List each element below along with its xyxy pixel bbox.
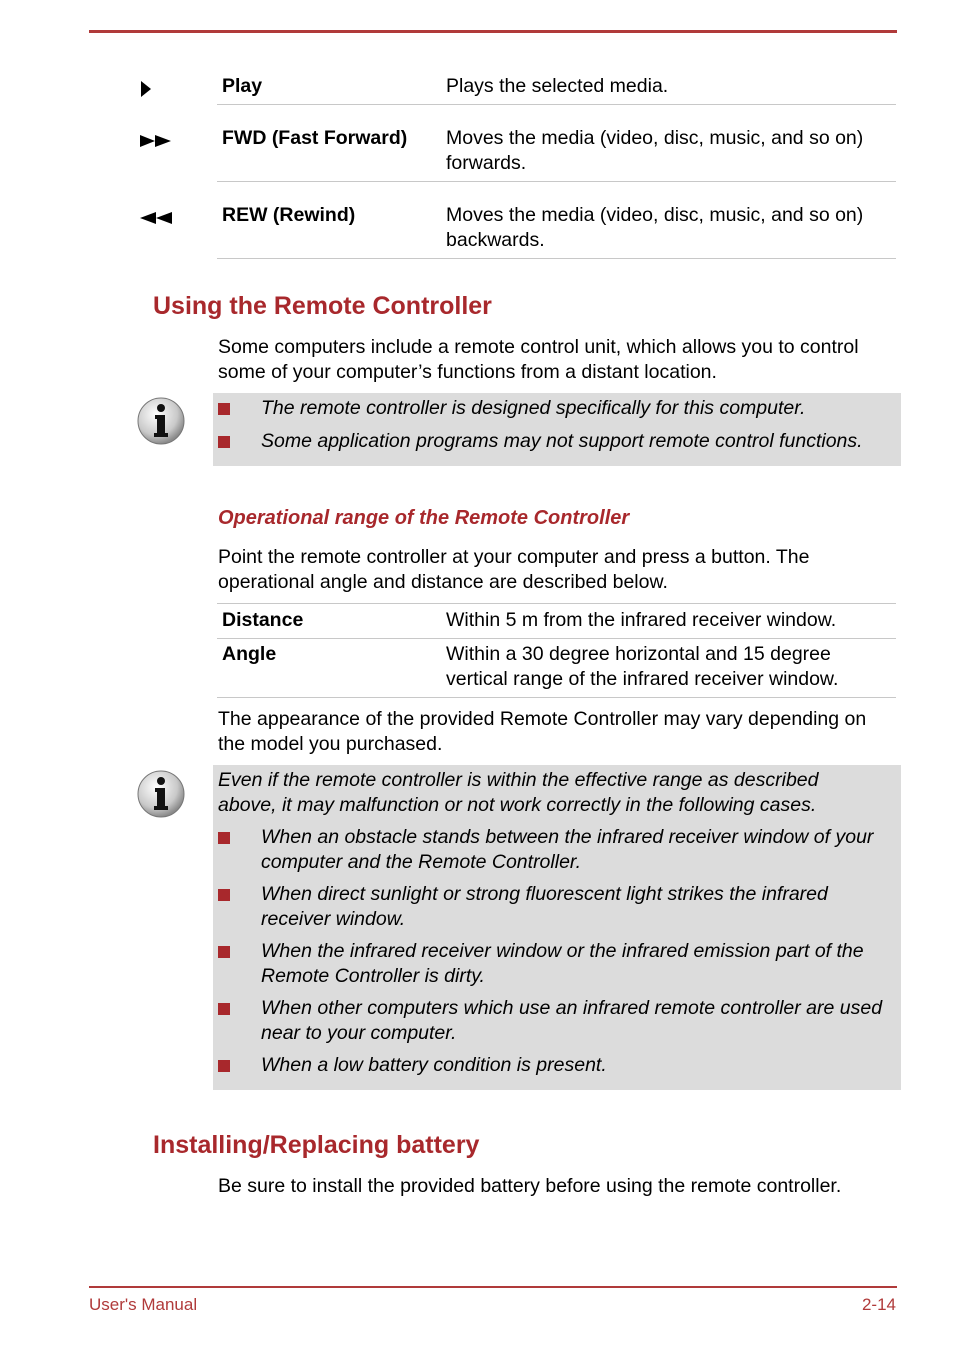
bullet-marker [218, 889, 230, 901]
range-value: Within 5 m from the infrared receiver window. [446, 609, 837, 631]
intro-paragraph: Some computers include a remote control unit, which allows you to control some of your computer’s functions from a distant location. [218, 336, 859, 383]
bullet-marker [218, 946, 230, 958]
note-lead: Even if the remote controller is within the effective range as described above, it may malfunction or not work correctly in the following cases. [218, 769, 819, 816]
note-box [213, 765, 901, 1090]
section-heading: Using the Remote Controller [153, 292, 492, 320]
control-row-fwd [217, 105, 896, 182]
bullet-text: The remote controller is designed specifically for this computer. [261, 397, 806, 419]
fast-forward-icon [139, 130, 173, 155]
info-icon [136, 396, 186, 446]
bullet-marker [218, 1003, 230, 1015]
bullet-text: When other computers which use an infrared remote controller are used near to your computer. [261, 997, 883, 1044]
note-box [213, 393, 901, 466]
bullet-marker [218, 436, 230, 448]
section-heading: Installing/Replacing battery [153, 1131, 480, 1159]
control-row-play [217, 72, 896, 105]
appearance-paragraph: The appearance of the provided Remote Controller may vary depending on the model you purchased. [218, 708, 867, 755]
subheading: Operational range of the Remote Controller [218, 507, 630, 529]
control-row-rew [217, 182, 896, 259]
range-table [217, 603, 896, 690]
rewind-icon [139, 207, 173, 232]
header-rule [89, 30, 897, 33]
control-label: FWD (Fast Forward) [222, 127, 408, 149]
range-value: Within a 30 degree horizontal and 15 degree vertical range of the infrared receiver window. [446, 643, 839, 690]
range-label: Distance [222, 609, 304, 631]
bullet-text: Some application programs may not support remote control functions. [261, 430, 863, 452]
page-number: 2-14 [861, 1295, 896, 1314]
control-label: Play [222, 75, 263, 97]
control-label: REW (Rewind) [222, 204, 356, 226]
range-intro: Point the remote controller at your computer and press a button. The operational angle and distance are described below. [218, 546, 810, 593]
info-icon [136, 769, 186, 819]
bullet-text: When a low battery condition is present. [261, 1054, 607, 1076]
bullet-text: When the infrared receiver window or the infrared emission part of the Remote Controller is dirty. [261, 940, 864, 987]
footer-title: User's Manual [89, 1295, 198, 1314]
table-row [217, 639, 896, 698]
control-description: Plays the selected media. [446, 75, 669, 97]
table-row [217, 604, 896, 639]
bullet-marker [218, 403, 230, 415]
control-description: Moves the media (video, disc, music, and so on) backwards. [446, 204, 864, 251]
bullet-text: When direct sunlight or strong fluorescent light strikes the infrared receiver window. [261, 883, 828, 930]
bullet-marker [218, 1060, 230, 1072]
bullet-text: When an obstacle stands between the infrared receiver window of your computer and the Remote Controller. [261, 826, 874, 873]
control-description: Moves the media (video, disc, music, and so on) forwards. [446, 127, 864, 174]
battery-paragraph: Be sure to install the provided battery before using the remote controller. [218, 1175, 842, 1197]
bullet-marker [218, 832, 230, 844]
footer-rule [89, 1286, 897, 1288]
range-label: Angle [222, 643, 277, 665]
play-icon [139, 80, 153, 105]
